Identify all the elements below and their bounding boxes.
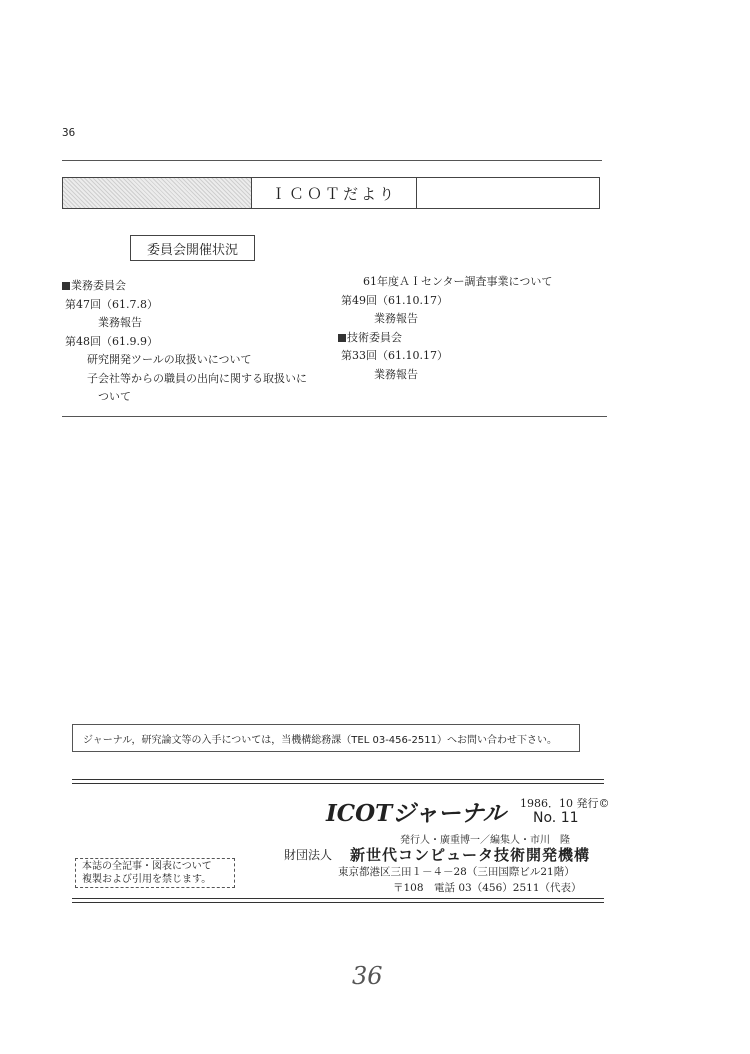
org-name: 新世代コンピュータ技術開発機構 bbox=[350, 846, 591, 864]
list-item: 業務報告 bbox=[374, 367, 418, 381]
list-item: 第48回（61.9.9） bbox=[65, 334, 158, 348]
staff-credits: 発行人・廣重博一／編集人・市川 隆 bbox=[400, 835, 570, 846]
committee-name: 技術委員会 bbox=[338, 329, 552, 348]
colophon-top-rule bbox=[72, 779, 604, 784]
copyright-line-2: 複製および引用を禁じます。 bbox=[82, 874, 212, 885]
section-bottom-rule bbox=[62, 416, 607, 417]
title-bar-shading bbox=[63, 178, 252, 208]
journal-title: ICOTジャーナル bbox=[326, 800, 506, 827]
list-item: 第47回（61.7.8） bbox=[65, 297, 158, 311]
copyright-line-1: 本誌の全記事・図表について bbox=[82, 861, 212, 872]
address: 東京都港区三田１－４－28（三田国際ビル21階） bbox=[338, 866, 575, 878]
committee-heading: 委員会開催状況 bbox=[130, 235, 255, 261]
list-item: 業務報告 bbox=[374, 312, 418, 325]
left-column bbox=[62, 277, 307, 407]
top-rule bbox=[62, 160, 602, 161]
list-item: 第33回（61.10.17） bbox=[341, 349, 448, 362]
list-item: 第49回（61.10.17） bbox=[341, 293, 448, 307]
section-title: ＩＣＯＴだより bbox=[252, 178, 417, 208]
list-item: 研究開発ツールの取扱いについて bbox=[87, 353, 252, 366]
list-item: 61年度ＡＩセンター調査事業について bbox=[363, 275, 553, 288]
issue-number: No. 11 bbox=[533, 810, 579, 826]
list-item: 子会社等からの職員の出向に関する取扱いに bbox=[87, 371, 307, 385]
copyright-notice bbox=[75, 858, 235, 888]
title-bar-blank bbox=[417, 178, 599, 208]
committee-name: 業務委員会 bbox=[62, 277, 307, 296]
page-number: 36 bbox=[62, 126, 76, 139]
org-type: 財団法人 bbox=[284, 848, 333, 862]
notice-box: ジャーナル，研究論文等の入手については，当機構総務課（TEL 03-456-2511）へお問い合わせ下さい。 bbox=[72, 724, 580, 752]
list-item: ついて bbox=[98, 390, 131, 403]
section-title-bar bbox=[62, 177, 600, 209]
right-column bbox=[338, 273, 552, 384]
colophon-bottom-rule bbox=[72, 898, 604, 903]
list-item: 業務報告 bbox=[98, 316, 142, 329]
issue-date: 1986．10 発行© bbox=[520, 797, 610, 810]
handwritten-page-number: 36 bbox=[352, 962, 383, 990]
phone: 〒108 電話 03（456）2511（代表） bbox=[393, 882, 582, 894]
